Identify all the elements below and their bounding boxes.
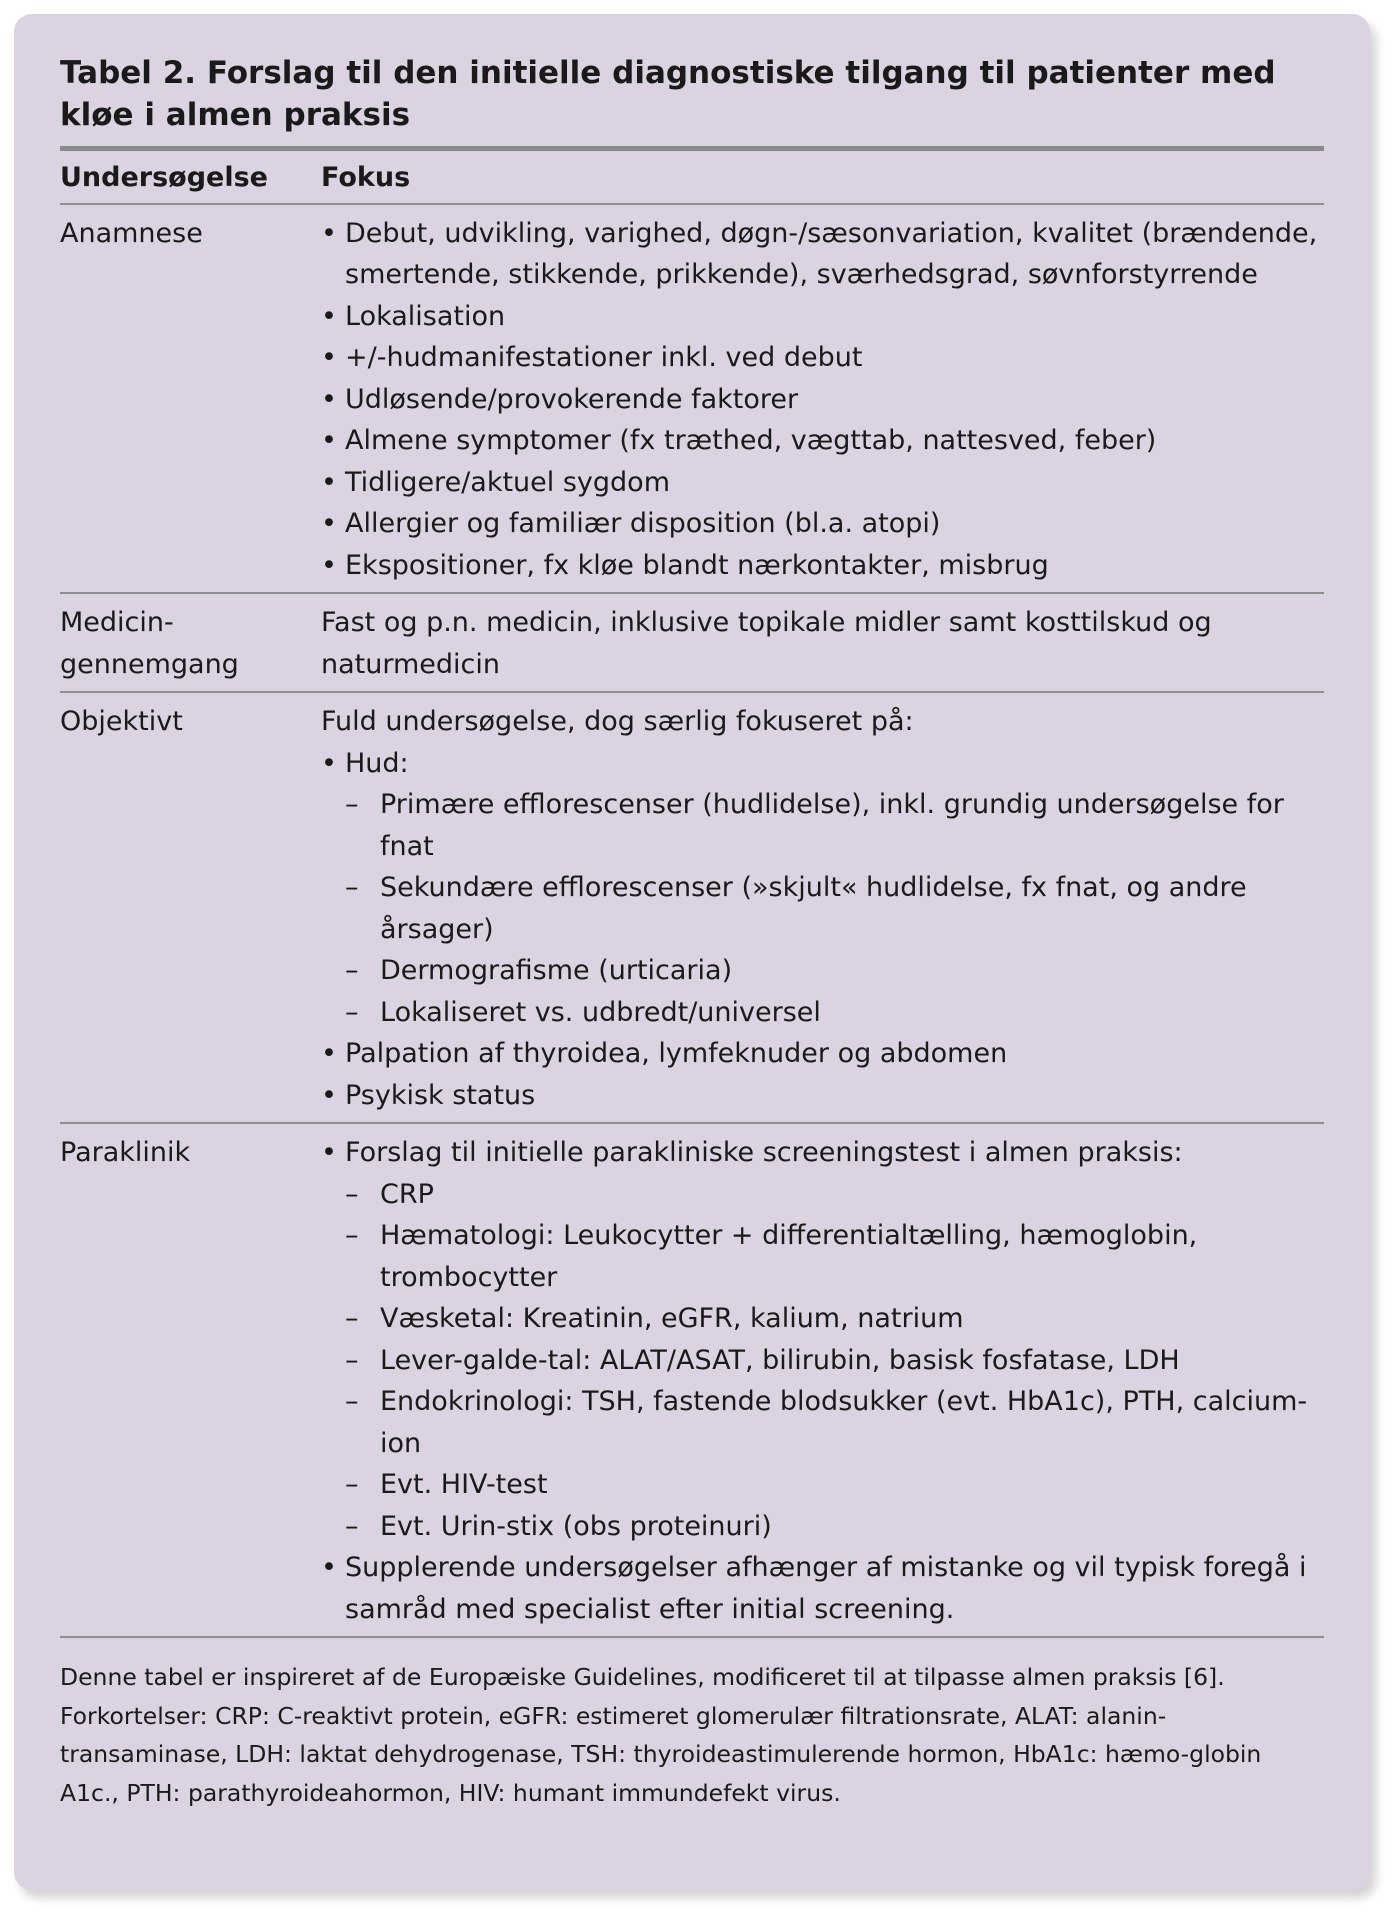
row-label: Objektivt [60,706,183,737]
bullet-item: • Supplerende undersøgelser afhænger af mistanke og vil typisk foregå i samråd med specialist efter initial screening. [321,1547,1324,1630]
dash-item: – CRP [321,1174,1324,1216]
row-content [321,1132,1324,1630]
table-row [60,693,1324,1122]
table-card [14,14,1370,1890]
bullet-item: • Udløsende/provokerende faktorer [321,379,1324,421]
table-footnote: Denne tabel er inspireret af de Europæiske Guidelines, modificeret til at tilpasse almen praksis [6]. Forkortelser: CRP: C-reaktivt protein, eGFR: estimeret glomerulær filtrationsrate, ALAT: alanin-transaminase, LDH: laktat dehydrogenase, TSH: thyroideastimulerende hormon, HbA1c: hæmo-globin A1c., PTH: parathyroideahormon, HIV: humant immundefekt virus. [60,1663,1262,1807]
bullet-item: • Hud: [321,743,1324,785]
row-intro: Fast og p.n. medicin, inklusive topikale midler samt kosttilskud og naturmedicin [321,607,1212,680]
bullet-item: • Almene symptomer (fx træthed, vægttab, nattesved, feber) [321,420,1324,462]
row-label: Paraklinik [60,1137,191,1168]
dash-item: – Evt. Urin-stix (obs proteinuri) [321,1506,1324,1548]
header-undersoegelse: Undersøgelse [60,162,268,193]
bullet-item: • Palpation af thyroidea, lymfeknuder og abdomen [321,1033,1324,1075]
row-content [321,602,1324,685]
dash-item: – Dermografisme (urticaria) [321,950,1324,992]
bullet-item: • +/-hudmanifestationer inkl. ved debut [321,337,1324,379]
dash-item: – Evt. HIV-test [321,1464,1324,1506]
row-label: Anamnese [60,217,203,249]
table-row [60,1124,1324,1636]
dash-item: – Væsketal: Kreatinin, eGFR, kalium, natrium [321,1298,1324,1340]
bullet-item: • Lokalisation [321,296,1324,338]
row-intro: Fuld undersøgelse, dog særlig fokuseret på: [321,706,914,737]
header-fokus: Fokus [321,162,411,193]
bullet-item: • Tidligere/aktuel sygdom [321,462,1324,504]
bullet-item: • Forslag til initielle parakliniske screeningstest i almen praksis: [321,1132,1324,1174]
bullet-item: • Allergier og familiær disposition (bl.a. atopi) [321,503,1324,545]
row-label: Medicin- gennemgang [60,607,239,680]
dash-item: – Primære efflorescenser (hudlidelse), inkl. grundig undersøgelse for fnat [321,784,1324,867]
dash-item: – Hæmatologi: Leukocytter + differentialtælling, hæmoglobin, trombocytter [321,1215,1324,1298]
dash-item: – Lokaliseret vs. udbredt/universel [321,992,1324,1034]
table-header-row [60,151,1324,203]
dash-item: – Sekundære efflorescenser (»skjult« hudlidelse, fx fnat, og andre årsager) [321,867,1324,950]
row-content [321,213,1324,587]
bullet-item: • Ekspositioner, fx kløe blandt nærkontakter, misbrug [321,545,1324,587]
table-row [60,205,1324,593]
bullet-item: • Psykisk status [321,1075,1324,1117]
table-title: Tabel 2. Forslag til den initielle diagnostiske tilgang til patienter med kløe i almen praksis [60,55,1276,133]
dash-item: – Endokrinologi: TSH, fastende blodsukker (evt. HbA1c), PTH, calcium-ion [321,1381,1324,1464]
table-container [60,52,1324,1812]
bullet-item: • Debut, udvikling, varighed, døgn-/sæsonvariation, kvalitet (brændende, smertende, stikkende, prikkende), sværhedsgrad, søvnforstyrrende [321,213,1324,296]
table-body [60,205,1324,1639]
row-content [321,701,1324,1116]
dash-item: – Lever-galde-tal: ALAT/ASAT, bilirubin, basisk fosfatase, LDH [321,1340,1324,1382]
table-row [60,594,1324,691]
